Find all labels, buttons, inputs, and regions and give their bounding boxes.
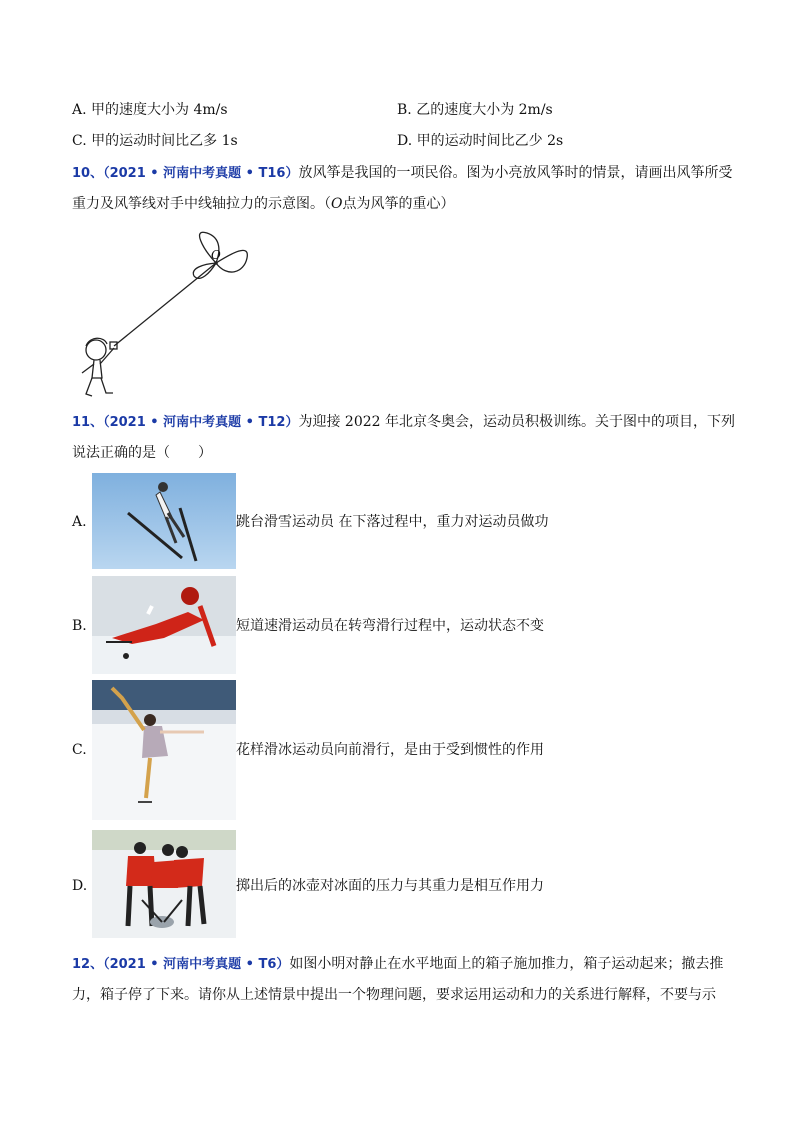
q10-text-2b: 点为风筝的重心） [342, 196, 455, 212]
q10-number: 10、 [72, 166, 104, 181]
q11-option-a-text: 跳台滑雪运动员 在下落过程中，重力对运动员做功 [236, 514, 549, 530]
q12-text-1: 如图小明对静止在水平地面上的箱子施加推力，箱子运动起来；撤去推 [289, 956, 724, 972]
q11-source: （2021 • 河南中考真题 • T12） [103, 415, 299, 430]
ski-jump-photo [92, 473, 236, 569]
q10-text-1: 放风筝是我国的一项民俗。图为小亮放风筝时的情景，请画出风筝所受 [298, 165, 733, 181]
q11-number: 11、 [72, 415, 104, 430]
q9-option-b: B. 乙的速度大小为 2m/s [397, 102, 553, 118]
q11-option-d-letter: D. [72, 878, 88, 894]
q9-option-a: A. 甲的速度大小为 4m/s [72, 102, 228, 118]
q12-line1 [72, 954, 723, 975]
q10-line1 [72, 163, 732, 184]
q10-text-2a: 重力及风筝线对手中线轴拉力的示意图。（ [72, 196, 331, 212]
q9-option-d: D. 甲的运动时间比乙少 2s [397, 133, 564, 149]
q10-source: （2021 • 河南中考真题 • T16） [103, 166, 299, 181]
q10-o-symbol: O [331, 196, 343, 212]
q11-option-a-letter: A. [72, 514, 87, 530]
q9-option-c: C. 甲的运动时间比乙多 1s [72, 133, 238, 149]
q11-option-c-letter: C. [72, 742, 87, 758]
curling-photo [92, 830, 236, 938]
q11-line1 [72, 412, 735, 433]
q11-option-b-text: 短道速滑运动员在转弯滑行过程中，运动状态不变 [236, 618, 544, 634]
q11-option-c-text: 花样滑冰运动员向前滑行，是由于受到惯性的作用 [236, 742, 544, 758]
q12-number: 12、 [72, 957, 104, 972]
q12-source: （2021 • 河南中考真题 • T6） [103, 957, 290, 972]
q11-text-1: 为迎接 2022 年北京冬奥会，运动员积极训练。关于图中的项目，下列 [298, 414, 735, 430]
q11-line2: 说法正确的是（ ） [72, 445, 212, 461]
figure-skating-photo [92, 680, 236, 820]
q12-line2: 力，箱子停了下来。请你从上述情景中提出一个物理问题，要求运用运动和力的关系进行解释，不要与示 [72, 987, 716, 1003]
q10-line2 [72, 194, 454, 214]
speed-skating-photo [92, 576, 236, 674]
kite-o-label: O [211, 248, 221, 262]
q11-option-b-letter: B. [72, 618, 87, 634]
q11-option-d-text: 掷出后的冰壶对冰面的压力与其重力是相互作用力 [236, 878, 544, 894]
kite-figure [72, 228, 262, 403]
